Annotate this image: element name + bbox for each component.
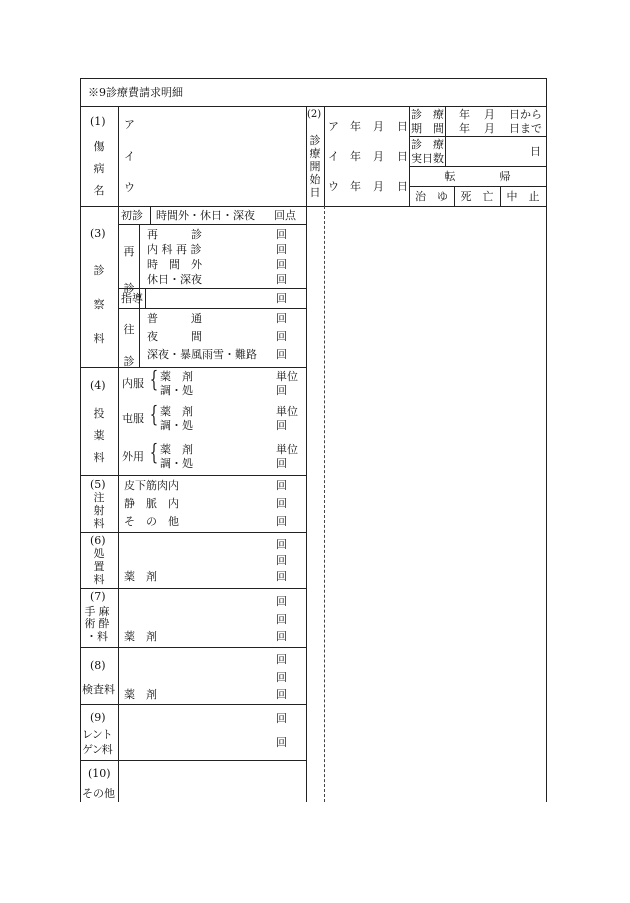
outcome-stop: 中 止 [506, 190, 540, 203]
section-4-number: (4) [90, 379, 106, 392]
revisit-item-1: 再 診 [147, 228, 202, 241]
surgery-drug: 薬 剤 [124, 630, 157, 643]
section-2-number: (2) [307, 109, 322, 120]
start-date-i-letter: イ [328, 150, 339, 163]
oral-prep-unit: 回 [276, 384, 287, 397]
start-date-u-day: 日 [397, 180, 408, 193]
revisit-item-3: 時 間 外 [147, 258, 202, 271]
days-label-2: 実日数 [411, 152, 444, 165]
diagnosis-u: ウ [124, 181, 135, 194]
house-call-label: 往診 [123, 323, 135, 368]
injection-item-1-unit: 回 [276, 479, 287, 492]
section-1-label: 傷病名 [93, 140, 105, 197]
diagnosis-i: イ [124, 150, 135, 163]
injection-item-3-unit: 回 [276, 515, 287, 528]
treatment-unit-3: 回 [276, 570, 287, 583]
section-3-number: (3) [90, 227, 106, 240]
period-label-1: 診 療 [411, 108, 444, 121]
section-1-number: (1) [90, 115, 106, 128]
section-7-label-surgery: 手術 [84, 605, 96, 630]
exam-unit-2: 回 [276, 671, 287, 684]
revisit-item-2-unit: 回 [276, 243, 287, 256]
revisit-item-2: 内 科 再 診 [147, 243, 202, 256]
injection-item-3: そ の 他 [124, 515, 179, 528]
start-date-u-year: 年 [350, 180, 361, 193]
house-call-item-1-unit: 回 [276, 312, 287, 325]
section-6-number: (6) [90, 534, 106, 547]
prn-prep-unit: 回 [276, 419, 287, 432]
outcome-cure: 治 ゆ [415, 190, 448, 203]
outcome-header: 転 帰 [444, 170, 511, 183]
period-from-day: 日から [509, 108, 542, 121]
treatment-unit-1: 回 [276, 538, 287, 551]
house-call-item-2: 夜 間 [147, 330, 202, 343]
revisit-item-4-unit: 回 [276, 273, 287, 286]
house-call-item-1: 普 通 [147, 312, 202, 325]
section-7-number: (7) [90, 590, 106, 603]
section-9-label: レントゲン料 [82, 728, 112, 756]
start-date-u-letter: ウ [328, 180, 339, 193]
start-date-a-day: 日 [397, 120, 408, 133]
section-3-label: 診察料 [93, 264, 105, 345]
external-prep: 調・処 [160, 457, 193, 470]
surgery-unit-3: 回 [276, 630, 287, 643]
revisit-label: 再診 [123, 245, 135, 295]
xray-unit-1: 回 [276, 712, 287, 725]
start-date-a-month: 月 [373, 120, 384, 133]
section-8-label: 検査料 [82, 683, 115, 696]
start-date-i-year: 年 [350, 150, 361, 163]
revisit-item-1-unit: 回 [276, 228, 287, 241]
period-to-month: 月 [484, 122, 495, 135]
oral-drug-unit: 単位 [276, 370, 298, 383]
injection-item-2: 静 脈 内 [124, 497, 179, 510]
oral-label: 内服 [122, 377, 144, 390]
period-to-day: 日まで [509, 122, 542, 135]
start-date-a-year: 年 [350, 120, 361, 133]
house-call-item-2-unit: 回 [276, 330, 287, 343]
first-visit-unit: 回点 [274, 209, 296, 222]
treatment-unit-2: 回 [276, 554, 287, 567]
prn-drug-unit: 単位 [276, 405, 298, 418]
diagnosis-a: ア [124, 118, 135, 131]
prn-drug: 薬 剤 [160, 405, 193, 418]
xray-unit-2: 回 [276, 736, 287, 749]
exam-drug: 薬 剤 [124, 688, 157, 701]
external-drug: 薬 剤 [160, 443, 193, 456]
section-9-number: (9) [90, 711, 106, 724]
guidance-label: 指導 [121, 292, 143, 305]
section-6-label: 処置料 [93, 547, 105, 586]
start-date-i-month: 月 [373, 150, 384, 163]
section-7-label-anesthesia: 麻酔 [98, 605, 110, 630]
section-8-number: (8) [90, 659, 106, 672]
section-7-label-fee: ・料 [86, 630, 108, 643]
days-label-1: 診 療 [411, 138, 444, 151]
period-label-2: 期 間 [411, 122, 444, 135]
period-from-year: 年 [459, 108, 470, 121]
injection-item-1: 皮下筋肉内 [124, 479, 179, 492]
period-to-year: 年 [459, 122, 470, 135]
period-from-month: 月 [484, 108, 495, 121]
exam-unit-1: 回 [276, 653, 287, 666]
section-4-label: 投薬料 [93, 407, 105, 464]
external-brace-icon: { [149, 441, 159, 466]
prn-label: 屯服 [122, 412, 144, 425]
external-prep-unit: 回 [276, 457, 287, 470]
start-date-u-month: 月 [373, 180, 384, 193]
start-date-i-day: 日 [397, 150, 408, 163]
treatment-drug: 薬 剤 [124, 570, 157, 583]
revisit-item-3-unit: 回 [276, 258, 287, 271]
surgery-unit-1: 回 [276, 595, 287, 608]
days-unit: 日 [530, 145, 541, 158]
outcome-death: 死 亡 [460, 190, 494, 203]
exam-unit-3: 回 [276, 688, 287, 701]
section-10-number: (10) [88, 767, 111, 780]
oral-drug: 薬 剤 [160, 370, 193, 383]
prn-brace-icon: { [149, 403, 159, 428]
oral-brace-icon: { [149, 368, 159, 393]
revisit-item-4: 休日・深夜 [147, 273, 202, 286]
section-5-number: (5) [90, 478, 106, 491]
section-10-label: その他 [82, 787, 115, 800]
external-label: 外用 [122, 450, 144, 463]
surgery-unit-2: 回 [276, 613, 287, 626]
start-date-a-letter: ア [328, 120, 339, 133]
section-2-label: 診療開始日 [309, 134, 321, 199]
section-5-label: 注射料 [93, 491, 105, 530]
first-visit-text: 時間外・休日・深夜 [156, 209, 255, 222]
house-call-item-3-unit: 回 [276, 348, 287, 361]
first-visit-label: 初診 [121, 209, 143, 222]
external-drug-unit: 単位 [276, 443, 298, 456]
form-title: ※9診療費請求明細 [88, 86, 183, 99]
guidance-unit: 回 [276, 292, 287, 305]
prn-prep: 調・処 [160, 419, 193, 432]
oral-prep: 調・処 [160, 384, 193, 397]
injection-item-2-unit: 回 [276, 497, 287, 510]
house-call-item-3: 深夜・暴風雨雪・難路 [147, 348, 257, 361]
